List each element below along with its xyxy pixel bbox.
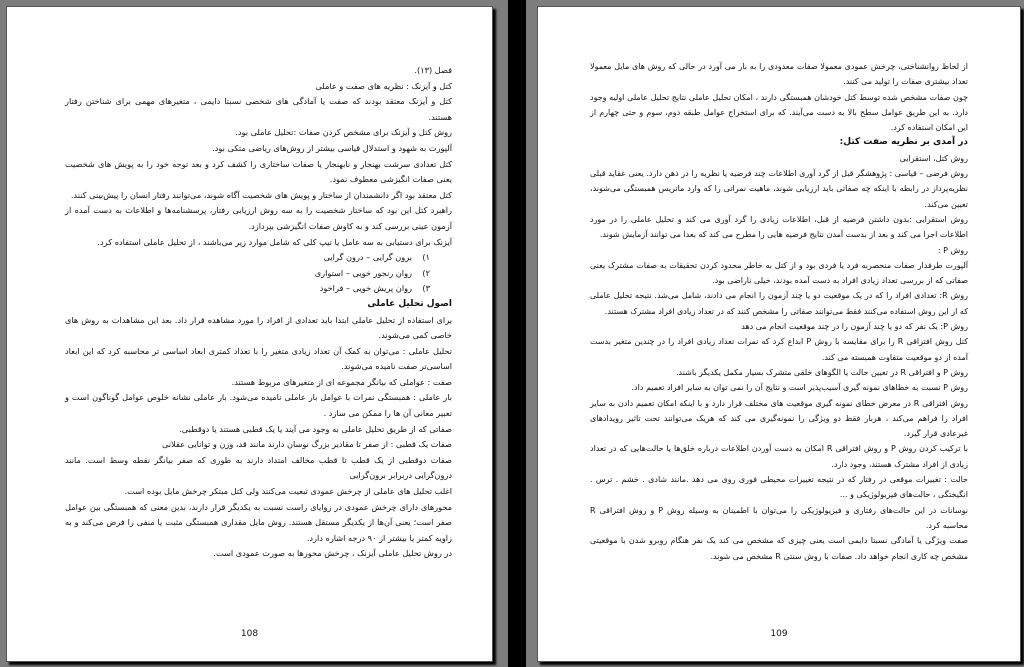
paragraph: کتل روش افتراقی R را برای مقایسه با روش P ابداع کرد که نمرات تعداد زیادی افراد را در چندین متغیر بدست آمده از دو موقعیت متفاوت همبسته می کند. <box>590 337 968 362</box>
paragraph: روش R: تعدادی افراد را که در یک موقعیت دو یا چند آزمون را انجام می دادند، شامل می‌شد. نتیجه تحلیل عاملی که از این روش استفاده می‌کنند فقط می‌توانند صفاتی را مشخص کنند که در تعداد زیادی افراد مشترک هستند. <box>590 291 968 316</box>
paragraph: صفاتی که از طریق تحلیل عاملی به وجود می آیند یا یک قطبی هستند یا دوقطبی. <box>179 423 452 434</box>
paragraph: راهبرد کتل این بود که ساختار شخصیت را به سه روش ارزیابی رفتار، پرسشنامه‌ها و اطلاعات به دست آمده از آزمون عینی بررسی کند و به کاوش صفات انگیزشی بپردازد. <box>65 205 452 231</box>
paragraph: صفت : عواملی که بیانگر مجموعه ای از متغیرهای مربوط هستند. <box>231 376 452 387</box>
left-page-number: 108 <box>240 629 259 639</box>
list-item <box>65 266 430 282</box>
paragraph: نوسانات در این حالت‌های رفتاری و فیزیولوژیکی را می‌توان با اطمینان به وسیله روش P و روش افتراقی R محاسبه کرد. <box>590 505 968 530</box>
paragraph: آلپورت به شهود و استدلال قیاسی بیشتر از روش‌های ریاضی متکی بود. <box>212 142 452 153</box>
paragraph: آلپورت طرفدار صفات منحصربه فرد یا فردی بود و از کتل به خاطر محدود کردن تحقیقات به صفات مشترک یعنی صفاتی که از بررسی تعداد زیادی افراد به دست آمده بودند، خیلی ناراضی بود. <box>590 260 968 286</box>
paragraph: روش P و افتراقی R در تعیین حالت یا الگوهای خلقی متشرک بسیار مکمل یکدیگر باشند. <box>675 367 968 377</box>
paragraph: روش P نسبت به خطاهای نمونه گیری آسیب‌پذیر است و نتایج آن را نمی توان به سایر افراد تعمیم داد. <box>631 383 968 393</box>
list-item <box>65 281 430 297</box>
paragraph: روش کتل، استقرایی <box>899 153 968 163</box>
paragraph: روش افتراقی R در معرض خطای نمونه گیری موقعیت های مختلف قرار دارد و با اینکه امکان تعمیم دادن به سایر افراد را فراهم می‌کند ، هربار فقط دو ویژگی را نمونه‌گیری می کند که هریک می‌توانند تحت تاثیر رویدادهای غیرعادی قرار گیرد. <box>590 398 968 439</box>
paragraph: از لحاظ روانشناختی، چرخش عمودی معمولا صفات معدودی را به بار می آورد در حالی که روش های مایل معمولا تعداد بیشتری صفات را تولید می کنند. <box>590 62 968 87</box>
left-page <box>6 6 493 662</box>
paragraph: صفات دوقطبی از یک قطب تا قطب مخالف امتداد دارند به طوری که صفر بیانگر نقطه وسط است. مانند درون‌گرایی دربرابر برون‌گرایی <box>65 454 452 481</box>
paragraph: در روش تحلیل عاملی آیزنک ، چرخش محورها به صورت عمودی است. <box>213 548 452 559</box>
paragraph: بار عاملی : همبستگی نمرات با عوامل بار عاملی نامیده می‌شود. بار عاملی نشانه خلوص عوامل گوناگون است و تعبیر معانی آن ها را ممکن می سازد . <box>65 392 452 419</box>
paragraph: تحلیل عاملی : می‌توان به کمک آن تعداد زیادی متغیر را با تعداد کمتری ابعاد اساسی تر محاسبه کرد که این ابعاد اساسی‌تر صفت نامیده می‌شوند. <box>65 345 452 372</box>
paragraph: روش P : <box>937 245 968 255</box>
paragraph: روش فرضی – قیاسی : پژوهشگر قبل از گرد آوری اطلاعات چند فرضیه یا نظریه را در ذهن دارد. یعنی عقاید قبلی نظریه‌پرداز در رابطه با اینکه چه صفاتی باید ارزیابی شوند، ماهیت نمراتی را که وارد ماتریس همبستگی می‌شوند، تعیین می‌کند. <box>590 169 968 209</box>
list-number: ۱) <box>422 252 430 263</box>
right-page <box>537 6 1021 662</box>
paragraph: صفات یک قطبی : از صفر تا مقادیر بزرگ نوسان دارند مانند قد، وزن و توانایی عقلانی <box>161 439 452 450</box>
list-text: روان پریش خویی – فراخود <box>319 283 412 294</box>
list-number: ۳) <box>422 283 430 294</box>
section-heading: در آمدی بر نظریه صفت کتل: <box>839 137 968 148</box>
paragraph: برای استفاده از تحلیل عاملی ابتدا باید تعدادی از افراد را مورد مشاهده قرار داد. بعد این مشاهدات به روش های خاصی کمی می‌شوند. <box>65 314 452 341</box>
left-page-text <box>65 63 452 562</box>
paragraph: کتل معتقد بود اگر دانشمندان از ساختار و پویش های شخصیت آگاه شوند، می‌توانند رفتار انسان را پیش‌بینی کنند. <box>70 189 452 200</box>
paragraph: روش P: یک نفر که دو یا چند آزمون را در چند موقعیت انجام می دهد <box>741 322 968 332</box>
paragraph: چون صفات مشخص شده توسط کتل خودشان همبستگی دارند ، امکان تحلیل عاملی نتایج تحلیل عاملی اولیه وجود دارد. به این طریق عوامل سطح بالا به دست می‌آیند. که برای استخراج عوامل طبقه دوم، سوم و حتی چهارم از این امکان استفاده کرد. <box>590 92 968 133</box>
paragraph: روش کتل و آیزنک برای مشخص کردن صفات :تحلیل عاملی بود. <box>235 127 452 138</box>
list-item <box>65 250 430 266</box>
right-page-number: 109 <box>770 629 788 639</box>
list-text: روان رنجور خویی – استواری <box>314 267 412 278</box>
list-text: برون گرایی – درون گرایی <box>323 252 412 263</box>
right-page-text <box>590 59 968 564</box>
paragraph: کتل تعدادی سرشت بهنجار و نابهنجار یا صفات ساختاری را کشف کرد و بعد توجه خود را به پویش های شخصیت یعنی صفات انگیزشی معطوف نمود. <box>65 158 452 185</box>
paragraph: حالت : تغییرات موقعی در رفتار که در نتیجه تغییرات محیطی فوری روی می دهد .مانند شادی . خشم . ترس . انگیختگی ، حالت‌های فیزیولوژیکی و ... <box>590 475 968 500</box>
paragraph: آیزنک برای دستیابی به سه عامل یا تیپ کلی که شامل موارد زیر می‌باشند ، از تحلیل عاملی استفاده کرد. <box>97 236 452 247</box>
list-number: ۲) <box>422 267 430 278</box>
section-heading: اصول تحلیل عاملی <box>367 298 452 309</box>
paragraph: صفت ویژگی یا آمادگی نسبتا دایمی است یعنی چیزی که مشخص می کند یک نفر هنگام روبرو شدن با موقعیتی مشخص چه کاری انجام خواهد داد. صفات با روش سنتی R مشخص می شوند. <box>590 536 968 561</box>
paragraph: کتل و آیزنک : نظریه های صفت و عاملی <box>315 80 452 91</box>
paragraph: محورهای دارای چرخش عمودی در زوایای راست نسبت به یکدیگر قرار دارند، بدین معنی که همبستگی بین عوامل صفر است؛ یعنی آن‌ها از یکدیگر مستقل هستند. روش مایل مقداری همبستگی مثبت یا منفی را فرض می‌کند و به زاویه کمتر یا بیشتر از ۹۰ درجه اشاره دارد. <box>65 501 452 543</box>
page-gutter <box>508 0 526 667</box>
paragraph: روش استقرایی :بدون داشتن فرضیه از قبل، اطلاعات زیادی را گرد آوری می کند و تحلیل عاملی را در مورد اطلاعات اجرا می کند و بعد از بدست آمدن نتایج فرضیه هایی را مطرح می کند که بعدا می توانند آزمایش شوند. <box>590 214 968 240</box>
paragraph: اغلب تحلیل های عاملی از چرخش عمودی تبعیت می‌کنند ولی کتل مبتکر چرخش مایل بوده است. <box>124 486 452 497</box>
paragraph: فصل (۱۳). <box>414 65 452 75</box>
paragraph: با ترکیب کردن روش P و روش افتراقی R امکان به دست آوردن اطلاعات درباره خلق‌ها یا حالت‌هایی که در تعداد زیادی از افراد مشترک هستند، وجود دارد. <box>590 444 969 469</box>
paragraph: کتل و آیزنک معتقد بودند که صفت یا آمادگی های شخصی نسبتا دایمی ، متغیرهای مهمی برای شناختن رفتار هستند. <box>65 96 452 122</box>
